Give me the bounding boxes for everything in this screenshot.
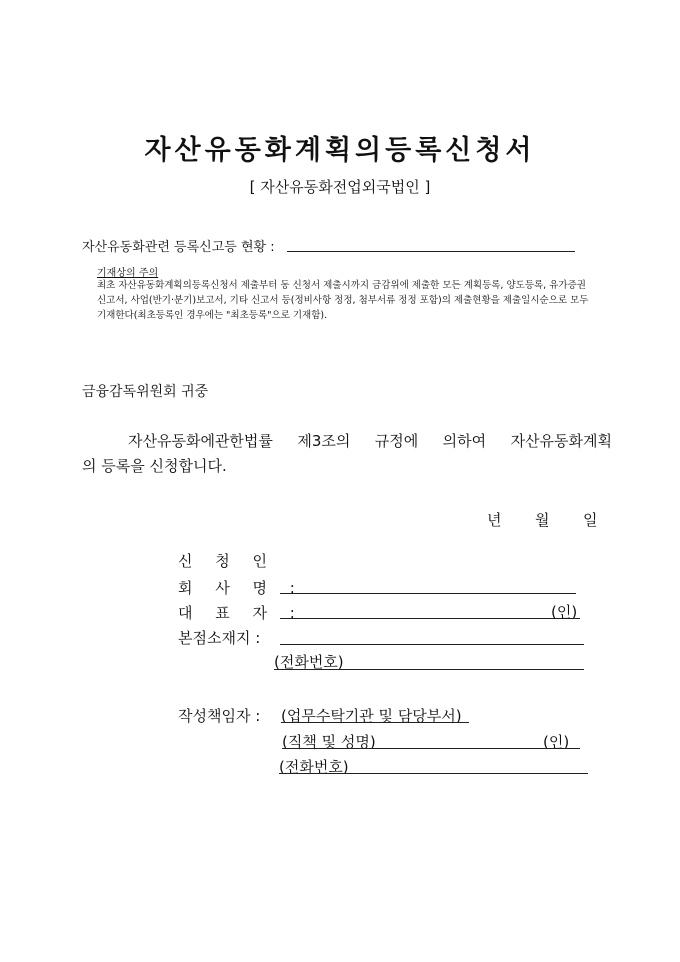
preparer-org-field[interactable] — [281, 722, 469, 723]
addressee: 금융감독위원회 귀중 — [82, 384, 209, 400]
body-text-line2: 의 등록을 신청합니다. — [82, 457, 227, 475]
status-label: 자산유동화관련 등록신고등 현황 : — [82, 240, 275, 255]
applicant-phone-label: (전화번호) — [274, 653, 344, 671]
caution-title: 기재상의 주의 — [97, 268, 159, 279]
document-title: 자산유동화계획의등록신청서 — [144, 135, 536, 166]
preparer-position-field[interactable] — [282, 748, 580, 749]
preparer-seal: (인) — [543, 733, 570, 751]
company-name-field[interactable] — [280, 593, 576, 594]
applicant-phone-field[interactable] — [274, 669, 584, 670]
representative-seal: (인) — [551, 603, 578, 621]
preparer-phone-label: (전화번호) — [279, 758, 349, 776]
head-office-address-field[interactable] — [280, 644, 584, 645]
company-name-label: 회 사 명 : — [178, 579, 304, 597]
applicant-heading: 신 청 인 — [178, 552, 277, 570]
head-office-address-label: 본점소재지 : — [178, 629, 261, 647]
date-month: 월 — [535, 511, 550, 529]
preparer-phone-field[interactable] — [279, 773, 588, 774]
caution-body: 최초 자산유동화계획의등록신청서 제출부터 동 신청서 제출시까지 금감위에 제출한 모든 계획등록, 양도등록, 유가증권신고서, 사업(반기·분기)보고서, 기타 신고서 등(정비사항 정정, 첨부서류 정정 포함)의 제출현황을 제출일시순으로 모두 기재한다(최초등록인 경우에는 "최초등록"으로 기재함). — [97, 280, 589, 321]
date-day: 일 — [583, 511, 598, 529]
body-text-line1: 자산유동화에관한법률 제3조의 규정에 의하여 자산유동화계획 — [128, 432, 612, 450]
date-year: 년 — [487, 511, 502, 529]
representative-field[interactable] — [280, 618, 580, 619]
status-input-line[interactable] — [287, 251, 575, 252]
document-subtitle: [ 자산유동화전업외국법인 ] — [249, 178, 431, 196]
representative-label: 대 표 자 : — [178, 604, 304, 622]
preparer-org-label: (업무수탁기관 및 담당부서) — [281, 707, 462, 725]
preparer-position-label: (직책 및 성명) — [282, 733, 376, 751]
preparer-label: 작성책임자 : — [178, 707, 261, 725]
